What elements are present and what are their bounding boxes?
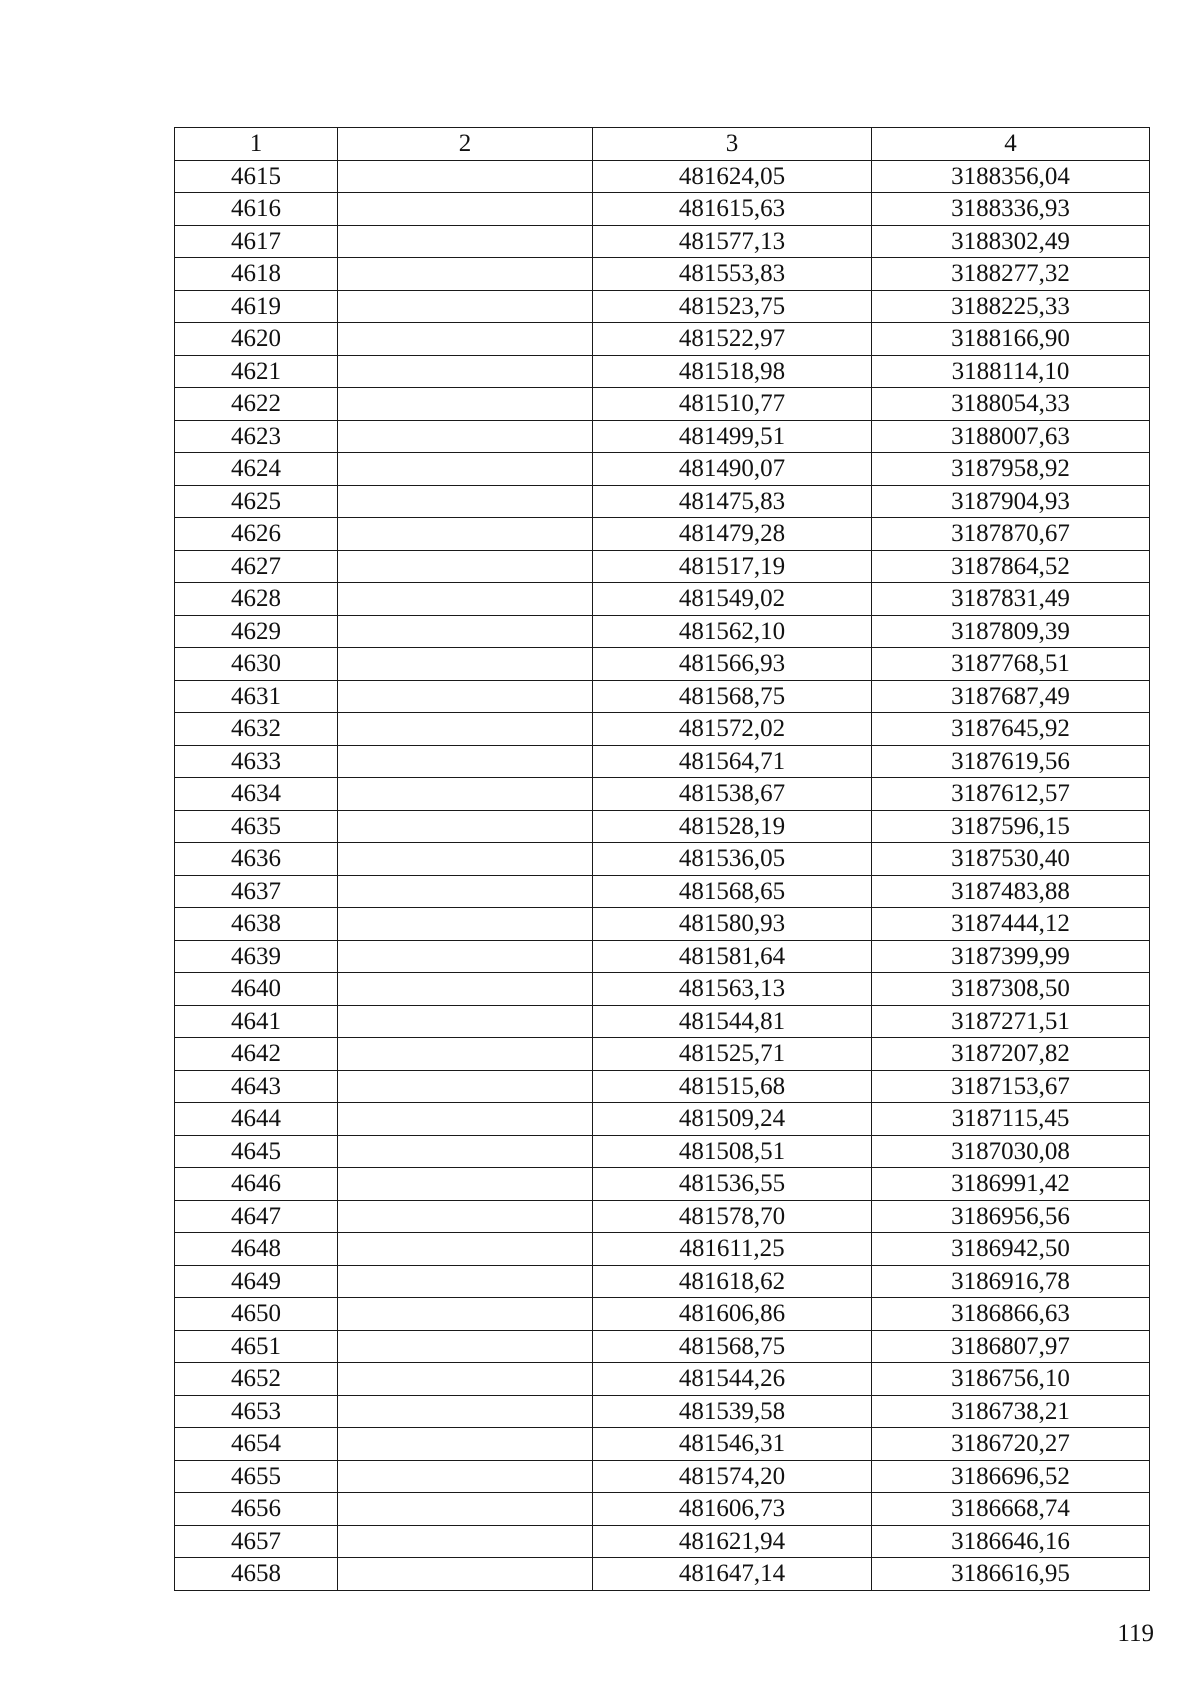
table-cell-col-3: 481490,07: [593, 453, 872, 486]
table-cell-col-3: 481578,70: [593, 1200, 872, 1233]
table-cell-col-1: 4623: [175, 420, 338, 453]
header-cell-1: 1: [175, 128, 338, 161]
table-row: [175, 1070, 1150, 1103]
table-cell-col-2: [338, 1038, 593, 1071]
table-cell-col-2: [338, 193, 593, 226]
table-cell-col-3: 481544,81: [593, 1005, 872, 1038]
table-cell-col-1: 4627: [175, 550, 338, 583]
table-row: [175, 680, 1150, 713]
table-row: [175, 778, 1150, 811]
table-cell-col-2: [338, 875, 593, 908]
table-cell-col-2: [338, 420, 593, 453]
table-cell-col-3: 481615,63: [593, 193, 872, 226]
table-cell-col-3: 481479,28: [593, 518, 872, 551]
table-cell-col-2: [338, 1363, 593, 1396]
table-cell-col-2: [338, 778, 593, 811]
table-row: [175, 1038, 1150, 1071]
table-cell-col-1: 4656: [175, 1493, 338, 1526]
table-cell-col-4: 3188336,93: [872, 193, 1150, 226]
table-cell-col-4: 3188054,33: [872, 388, 1150, 421]
table-row: [175, 355, 1150, 388]
table-cell-col-2: [338, 1330, 593, 1363]
table-cell-col-1: 4648: [175, 1233, 338, 1266]
table-cell-col-2: [338, 1070, 593, 1103]
table-cell-col-3: 481499,51: [593, 420, 872, 453]
table-cell-col-4: 3186756,10: [872, 1363, 1150, 1396]
table-cell-col-1: 4639: [175, 940, 338, 973]
table-cell-col-1: 4652: [175, 1363, 338, 1396]
table-row: [175, 713, 1150, 746]
table-cell-col-1: 4635: [175, 810, 338, 843]
table-row: [175, 1525, 1150, 1558]
table-cell-col-2: [338, 1135, 593, 1168]
table-cell-col-2: [338, 485, 593, 518]
table-row: [175, 485, 1150, 518]
table-cell-col-2: [338, 1233, 593, 1266]
table-cell-col-1: 4638: [175, 908, 338, 941]
table-cell-col-2: [338, 453, 593, 486]
table-cell-col-2: [338, 1460, 593, 1493]
table-cell-col-4: 3188277,32: [872, 258, 1150, 291]
table-cell-col-1: 4619: [175, 290, 338, 323]
table-row: [175, 1168, 1150, 1201]
table-cell-col-2: [338, 290, 593, 323]
table-cell-col-1: 4647: [175, 1200, 338, 1233]
table-cell-col-1: 4642: [175, 1038, 338, 1071]
coordinates-table: [174, 127, 1150, 1591]
table-row: [175, 1493, 1150, 1526]
table-cell-col-2: [338, 388, 593, 421]
table-cell-col-4: 3187687,49: [872, 680, 1150, 713]
table-row: [175, 1135, 1150, 1168]
table-cell-col-1: 4615: [175, 160, 338, 193]
table-cell-col-2: [338, 843, 593, 876]
table-cell-col-3: 481568,65: [593, 875, 872, 908]
table-row: [175, 1330, 1150, 1363]
table-cell-col-1: 4632: [175, 713, 338, 746]
table-cell-col-3: 481564,71: [593, 745, 872, 778]
table-cell-col-4: 3186956,56: [872, 1200, 1150, 1233]
table-cell-col-1: 4622: [175, 388, 338, 421]
table-cell-col-4: 3187207,82: [872, 1038, 1150, 1071]
table-cell-col-2: [338, 160, 593, 193]
table-cell-col-4: 3187864,52: [872, 550, 1150, 583]
table-cell-col-2: [338, 680, 593, 713]
table-cell-col-1: 4636: [175, 843, 338, 876]
header-row: [175, 128, 1150, 161]
table-cell-col-2: [338, 518, 593, 551]
table-cell-col-3: 481510,77: [593, 388, 872, 421]
table-cell-col-1: 4628: [175, 583, 338, 616]
table-cell-col-3: 481606,86: [593, 1298, 872, 1331]
table-row: [175, 550, 1150, 583]
table-row: [175, 1265, 1150, 1298]
table-cell-col-4: 3187958,92: [872, 453, 1150, 486]
table-cell-col-4: 3186738,21: [872, 1395, 1150, 1428]
table-cell-col-3: 481522,97: [593, 323, 872, 356]
table-cell-col-3: 481546,31: [593, 1428, 872, 1461]
table-cell-col-4: 3186866,63: [872, 1298, 1150, 1331]
table-cell-col-1: 4640: [175, 973, 338, 1006]
table-row: [175, 875, 1150, 908]
table-cell-col-2: [338, 940, 593, 973]
table-cell-col-2: [338, 1525, 593, 1558]
table-cell-col-1: 4621: [175, 355, 338, 388]
table-cell-col-2: [338, 1428, 593, 1461]
table-cell-col-3: 481518,98: [593, 355, 872, 388]
table-row: [175, 1558, 1150, 1591]
table-row: [175, 453, 1150, 486]
table-cell-col-4: 3187115,45: [872, 1103, 1150, 1136]
table-cell-col-3: 481538,67: [593, 778, 872, 811]
table-cell-col-4: 3187308,50: [872, 973, 1150, 1006]
table-header: [175, 128, 1150, 161]
table-cell-col-4: 3188356,04: [872, 160, 1150, 193]
table-cell-col-4: 3187271,51: [872, 1005, 1150, 1038]
table-cell-col-3: 481577,13: [593, 225, 872, 258]
table-row: [175, 193, 1150, 226]
table-cell-col-4: 3187612,57: [872, 778, 1150, 811]
table-cell-col-3: 481580,93: [593, 908, 872, 941]
table-cell-col-1: 4645: [175, 1135, 338, 1168]
table-cell-col-1: 4649: [175, 1265, 338, 1298]
table-cell-col-2: [338, 1558, 593, 1591]
table-cell-col-1: 4657: [175, 1525, 338, 1558]
table-cell-col-1: 4625: [175, 485, 338, 518]
table-cell-col-3: 481611,25: [593, 1233, 872, 1266]
table-cell-col-1: 4644: [175, 1103, 338, 1136]
table-cell-col-2: [338, 225, 593, 258]
table-row: [175, 290, 1150, 323]
table-cell-col-3: 481528,19: [593, 810, 872, 843]
table-row: [175, 1005, 1150, 1038]
table-cell-col-4: 3187768,51: [872, 648, 1150, 681]
table-cell-col-3: 481544,26: [593, 1363, 872, 1396]
table-cell-col-3: 481508,51: [593, 1135, 872, 1168]
table-cell-col-1: 4631: [175, 680, 338, 713]
table-cell-col-2: [338, 1395, 593, 1428]
table-cell-col-2: [338, 1298, 593, 1331]
table-cell-col-4: 3186807,97: [872, 1330, 1150, 1363]
table-cell-col-3: 481568,75: [593, 1330, 872, 1363]
table-cell-col-4: 3188166,90: [872, 323, 1150, 356]
table-cell-col-2: [338, 648, 593, 681]
table-cell-col-3: 481553,83: [593, 258, 872, 291]
table-row: [175, 648, 1150, 681]
table-cell-col-2: [338, 713, 593, 746]
table-row: [175, 1200, 1150, 1233]
table-cell-col-4: 3187831,49: [872, 583, 1150, 616]
table-cell-col-1: 4651: [175, 1330, 338, 1363]
table-cell-col-3: 481539,58: [593, 1395, 872, 1428]
table-cell-col-2: [338, 1493, 593, 1526]
table-cell-col-3: 481606,73: [593, 1493, 872, 1526]
table-cell-col-1: 4646: [175, 1168, 338, 1201]
table-cell-col-2: [338, 550, 593, 583]
table-cell-col-2: [338, 1200, 593, 1233]
table-cell-col-4: 3187153,67: [872, 1070, 1150, 1103]
table-cell-col-2: [338, 355, 593, 388]
table-body: [175, 160, 1150, 1590]
table-row: [175, 1363, 1150, 1396]
table-cell-col-4: 3187483,88: [872, 875, 1150, 908]
table-row: [175, 745, 1150, 778]
table-row: [175, 1298, 1150, 1331]
table-cell-col-3: 481475,83: [593, 485, 872, 518]
table-cell-col-4: 3187904,93: [872, 485, 1150, 518]
table-cell-col-1: 4617: [175, 225, 338, 258]
table-row: [175, 810, 1150, 843]
table-cell-col-3: 481509,24: [593, 1103, 872, 1136]
table-row: [175, 908, 1150, 941]
table-cell-col-3: 481566,93: [593, 648, 872, 681]
table-cell-col-3: 481549,02: [593, 583, 872, 616]
table-row: [175, 973, 1150, 1006]
table-cell-col-2: [338, 1265, 593, 1298]
table-cell-col-1: 4643: [175, 1070, 338, 1103]
table-row: [175, 258, 1150, 291]
table-cell-col-1: 4630: [175, 648, 338, 681]
table-cell-col-3: 481574,20: [593, 1460, 872, 1493]
table-cell-col-4: 3186696,52: [872, 1460, 1150, 1493]
table-cell-col-2: [338, 1168, 593, 1201]
table-cell-col-4: 3186646,16: [872, 1525, 1150, 1558]
table-cell-col-2: [338, 810, 593, 843]
table-cell-col-3: 481572,02: [593, 713, 872, 746]
table-cell-col-4: 3187645,92: [872, 713, 1150, 746]
table-cell-col-1: 4633: [175, 745, 338, 778]
table-row: [175, 843, 1150, 876]
table-cell-col-4: 3187444,12: [872, 908, 1150, 941]
table-row: [175, 323, 1150, 356]
header-cell-3: 3: [593, 128, 872, 161]
table-row: [175, 388, 1150, 421]
table-cell-col-2: [338, 323, 593, 356]
table-cell-col-1: 4658: [175, 1558, 338, 1591]
table-cell-col-2: [338, 1005, 593, 1038]
table-cell-col-3: 481647,14: [593, 1558, 872, 1591]
table-cell-col-3: 481621,94: [593, 1525, 872, 1558]
table-row: [175, 1395, 1150, 1428]
table-row: [175, 615, 1150, 648]
table-cell-col-4: 3187870,67: [872, 518, 1150, 551]
page-number: 119: [1117, 1620, 1154, 1647]
table-cell-col-4: 3188302,49: [872, 225, 1150, 258]
table-cell-col-2: [338, 908, 593, 941]
table-cell-col-3: 481563,13: [593, 973, 872, 1006]
table-row: [175, 1103, 1150, 1136]
table-cell-col-1: 4616: [175, 193, 338, 226]
header-cell-4: 4: [872, 128, 1150, 161]
table-cell-col-1: 4629: [175, 615, 338, 648]
table-cell-col-3: 481517,19: [593, 550, 872, 583]
table-cell-col-1: 4634: [175, 778, 338, 811]
table-row: [175, 583, 1150, 616]
table-cell-col-3: 481536,55: [593, 1168, 872, 1201]
table-cell-col-3: 481562,10: [593, 615, 872, 648]
header-cell-2: 2: [338, 128, 593, 161]
table-cell-col-1: 4620: [175, 323, 338, 356]
table-cell-col-4: 3188114,10: [872, 355, 1150, 388]
table-cell-col-1: 4637: [175, 875, 338, 908]
table-cell-col-1: 4641: [175, 1005, 338, 1038]
table-cell-col-1: 4653: [175, 1395, 338, 1428]
table-cell-col-3: 481624,05: [593, 160, 872, 193]
table-cell-col-2: [338, 258, 593, 291]
table-cell-col-4: 3187530,40: [872, 843, 1150, 876]
table-cell-col-4: 3187596,15: [872, 810, 1150, 843]
table-cell-col-2: [338, 615, 593, 648]
table-row: [175, 1428, 1150, 1461]
table-cell-col-1: 4626: [175, 518, 338, 551]
table-row: [175, 1460, 1150, 1493]
table-cell-col-3: 481525,71: [593, 1038, 872, 1071]
table-cell-col-1: 4618: [175, 258, 338, 291]
table-cell-col-4: 3186668,74: [872, 1493, 1150, 1526]
table-cell-col-2: [338, 973, 593, 1006]
table-cell-col-2: [338, 1103, 593, 1136]
table-cell-col-1: 4655: [175, 1460, 338, 1493]
table-cell-col-2: [338, 745, 593, 778]
table-cell-col-3: 481536,05: [593, 843, 872, 876]
table-cell-col-4: 3186720,27: [872, 1428, 1150, 1461]
table-cell-col-1: 4654: [175, 1428, 338, 1461]
table-cell-col-4: 3188007,63: [872, 420, 1150, 453]
table-cell-col-4: 3187030,08: [872, 1135, 1150, 1168]
table-cell-col-4: 3187399,99: [872, 940, 1150, 973]
table-cell-col-3: 481581,64: [593, 940, 872, 973]
table-cell-col-3: 481515,68: [593, 1070, 872, 1103]
table-row: [175, 940, 1150, 973]
table-cell-col-4: 3186616,95: [872, 1558, 1150, 1591]
table-cell-col-1: 4624: [175, 453, 338, 486]
table-row: [175, 420, 1150, 453]
table-cell-col-3: 481618,62: [593, 1265, 872, 1298]
table-cell-col-4: 3188225,33: [872, 290, 1150, 323]
table-cell-col-4: 3186916,78: [872, 1265, 1150, 1298]
table-cell-col-4: 3186991,42: [872, 1168, 1150, 1201]
table-cell-col-4: 3187619,56: [872, 745, 1150, 778]
table-cell-col-2: [338, 583, 593, 616]
table-cell-col-4: 3187809,39: [872, 615, 1150, 648]
table-row: [175, 518, 1150, 551]
table-row: [175, 1233, 1150, 1266]
table-row: [175, 225, 1150, 258]
table-cell-col-3: 481523,75: [593, 290, 872, 323]
table-cell-col-4: 3186942,50: [872, 1233, 1150, 1266]
table-cell-col-3: 481568,75: [593, 680, 872, 713]
table-row: [175, 160, 1150, 193]
table-cell-col-1: 4650: [175, 1298, 338, 1331]
